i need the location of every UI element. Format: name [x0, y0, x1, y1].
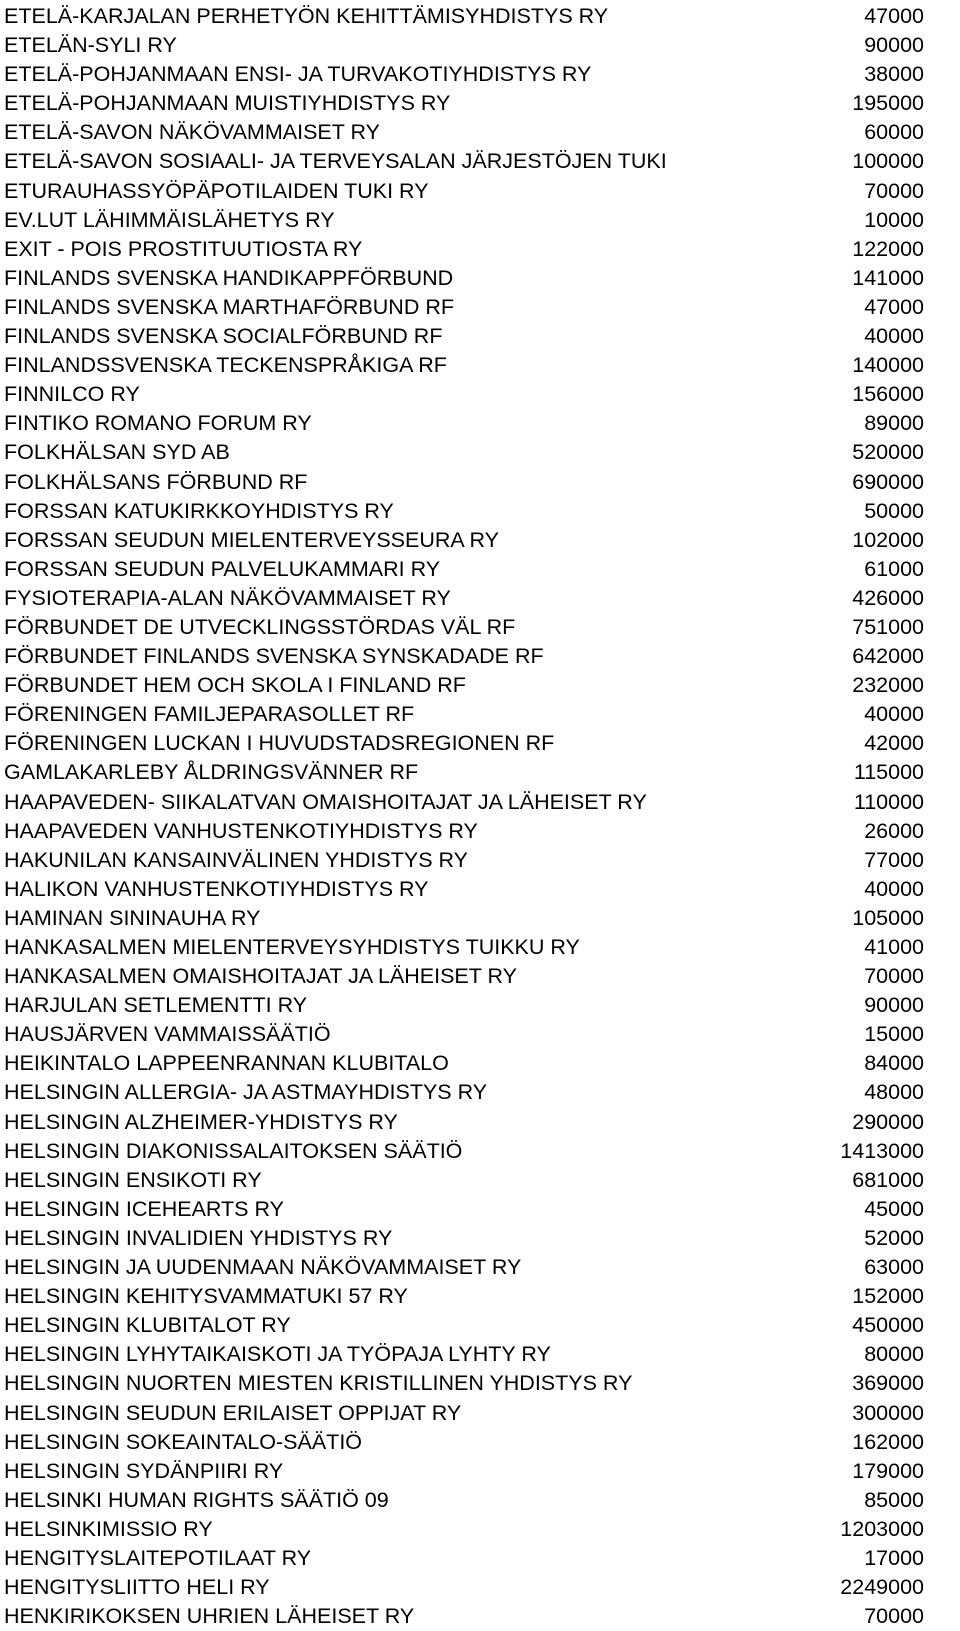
list-item: [4, 206, 924, 235]
grant-amount: 90000: [864, 33, 924, 58]
organization-name: HELSINGIN KLUBITALOT RY: [4, 1313, 291, 1338]
list-item: [4, 1137, 924, 1166]
list-item: [4, 526, 924, 555]
organization-name: ETELÄ-SAVON SOSIAALI- JA TERVEYSALAN JÄRJESTÖJEN TUKI: [4, 149, 667, 174]
organization-name: FÖRENINGEN FAMILJEPARASOLLET RF: [4, 702, 415, 727]
organization-name: HALIKON VANHUSTENKOTIYHDISTYS RY: [4, 876, 429, 901]
organization-name: HELSINGIN JA UUDENMAAN NÄKÖVAMMAISET RY: [4, 1255, 522, 1280]
organization-name: EXIT - POIS PROSTITUUTIOSTA RY: [4, 236, 363, 261]
grant-amount: 195000: [852, 91, 924, 116]
organization-name: ETELÄ-POHJANMAAN ENSI- JA TURVAKOTIYHDISTYS RY: [4, 62, 592, 87]
list-item: [4, 351, 924, 380]
list-item: [4, 904, 924, 933]
organization-name: HELSINKI HUMAN RIGHTS SÄÄTIÖ 09: [4, 1487, 389, 1512]
grant-amount: 690000: [852, 469, 924, 494]
organization-name: HELSINGIN ALLERGIA- JA ASTMAYHDISTYS RY: [4, 1080, 488, 1105]
organization-name: FÖRBUNDET FINLANDS SVENSKA SYNSKADADE RF: [4, 644, 544, 669]
grant-amount: 80000: [864, 1342, 924, 1367]
organization-name: FOLKHÄLSANS FÖRBUND RF: [4, 469, 308, 494]
list-item: [4, 147, 924, 176]
grant-amount: 42000: [864, 731, 924, 756]
organization-name: FINLANDS SVENSKA HANDIKAPPFÖRBUND: [4, 265, 454, 290]
list-item: [4, 1399, 924, 1428]
grant-amount: 77000: [864, 847, 924, 872]
list-item: [4, 962, 924, 991]
grant-amount: 47000: [864, 294, 924, 319]
list-item: [4, 31, 924, 60]
grant-amount: 179000: [852, 1458, 924, 1483]
grant-amount: 232000: [852, 673, 924, 698]
grant-amount: 70000: [864, 178, 924, 203]
organization-name: FORSSAN KATUKIRKKOYHDISTYS RY: [4, 498, 394, 523]
list-item: [4, 118, 924, 147]
grant-amount: 40000: [864, 876, 924, 901]
organization-name: HAMINAN SININAUHA RY: [4, 905, 261, 930]
list-item: [4, 177, 924, 206]
grant-amount: 751000: [852, 614, 924, 639]
organization-name: FÖRBUNDET DE UTVECKLINGSSTÖRDAS VÄL RF: [4, 614, 516, 639]
list-item: [4, 555, 924, 584]
grant-amount: 40000: [864, 324, 924, 349]
grant-amount: 156000: [852, 382, 924, 407]
organization-name: HARJULAN SETLEMENTTI RY: [4, 993, 308, 1018]
organization-name: FORSSAN SEUDUN MIELENTERVEYSSEURA RY: [4, 527, 500, 552]
list-item: [4, 846, 924, 875]
organization-name: ETELÄ-POHJANMAAN MUISTIYHDISTYS RY: [4, 91, 451, 116]
organization-name: ETELÄN-SYLI RY: [4, 33, 177, 58]
list-item: [4, 409, 924, 438]
organization-name: HEIKINTALO LAPPEENRANNAN KLUBITALO: [4, 1051, 449, 1076]
organization-name: HENGITYSLAITEPOTILAAT RY: [4, 1545, 312, 1570]
grant-amount: 52000: [864, 1225, 924, 1250]
grant-amount: 41000: [864, 935, 924, 959]
organization-name: HAAPAVEDEN- SIIKALATVAN OMAISHOITAJAT JA LÄHEISET RY: [4, 789, 647, 814]
list-item: [4, 700, 924, 729]
grant-amount: 122000: [852, 236, 924, 261]
list-item: [4, 497, 924, 526]
grant-amount: 70000: [864, 1604, 924, 1629]
organization-name: HELSINKIMISSIO RY: [4, 1516, 213, 1541]
list-item: [4, 293, 924, 322]
organization-name: HANKASALMEN OMAISHOITAJAT JA LÄHEISET RY: [4, 964, 517, 989]
list-item: [4, 1224, 924, 1253]
list-item: [4, 1457, 924, 1486]
list-item: [4, 1544, 924, 1573]
grant-amount: 115000: [853, 760, 924, 785]
organization-name: HELSINGIN LYHYTAIKAISKOTI JA TYÖPAJA LYHTY RY: [4, 1342, 551, 1367]
grant-amount: 140000: [852, 353, 924, 378]
list-item: [4, 991, 924, 1020]
list-item: [4, 60, 924, 89]
organization-name: ETURAUHASSYÖPÄPOTILAIDEN TUKI RY: [4, 178, 429, 203]
grant-list: [4, 2, 924, 1631]
organization-name: HELSINGIN ALZHEIMER-YHDISTYS RY: [4, 1109, 398, 1134]
grant-amount: 152000: [852, 1284, 924, 1309]
list-item: [4, 1602, 924, 1631]
organization-name: HENGITYSLIITTO HELI RY: [4, 1575, 270, 1600]
grant-amount: 105000: [852, 905, 924, 930]
grant-amount: 1203000: [840, 1516, 924, 1541]
grant-amount: 369000: [852, 1371, 924, 1396]
list-item: [4, 642, 924, 671]
list-item: [4, 584, 924, 613]
grant-amount: 450000: [852, 1313, 924, 1338]
grant-amount: 642000: [852, 644, 924, 669]
list-item: [4, 933, 924, 962]
list-item: [4, 1340, 924, 1369]
list-item: [4, 613, 924, 642]
organization-name: HELSINGIN ENSIKOTI RY: [4, 1167, 262, 1192]
list-item: [4, 758, 924, 787]
organization-name: FÖRENINGEN LUCKAN I HUVUDSTADSREGIONEN RF: [4, 731, 555, 756]
organization-name: ETELÄ-KARJALAN PERHETYÖN KEHITTÄMISYHDISTYS RY: [4, 4, 609, 28]
list-item: [4, 2, 924, 31]
grant-amount: 2249000: [840, 1575, 924, 1600]
list-item: [4, 1166, 924, 1195]
organization-name: FOLKHÄLSAN SYD AB: [4, 440, 230, 465]
grant-amount: 15000: [864, 1022, 924, 1047]
grant-amount: 63000: [864, 1255, 924, 1280]
list-item: [4, 875, 924, 904]
grant-amount: 162000: [852, 1429, 924, 1454]
organization-name: FORSSAN SEUDUN PALVELUKAMMARI RY: [4, 556, 441, 581]
grant-amount: 45000: [864, 1196, 924, 1221]
grant-amount: 50000: [864, 498, 924, 523]
list-item: [4, 1515, 924, 1544]
list-item: [4, 1195, 924, 1224]
grant-amount: 1413000: [840, 1138, 924, 1163]
list-item: [4, 1428, 924, 1457]
list-item: [4, 1049, 924, 1078]
organization-name: HENKIRIKOKSEN UHRIEN LÄHEISET RY: [4, 1604, 415, 1629]
grant-amount: 47000: [864, 4, 924, 28]
organization-name: FINLANDSSVENSKA TECKENSPRÅKIGA RF: [4, 353, 447, 378]
list-item: [4, 380, 924, 409]
organization-name: GAMLAKARLEBY ÅLDRINGSVÄNNER RF: [4, 760, 419, 785]
list-item: [4, 1369, 924, 1398]
grant-amount: 70000: [864, 964, 924, 989]
organization-name: HANKASALMEN MIELENTERVEYSYHDISTYS TUIKKU RY: [4, 935, 580, 959]
organization-name: FYSIOTERAPIA-ALAN NÄKÖVAMMAISET RY: [4, 585, 451, 610]
list-item: [4, 1078, 924, 1107]
grant-amount: 10000: [864, 207, 924, 232]
grant-amount: 89000: [864, 411, 924, 436]
grant-amount: 141000: [852, 265, 924, 290]
organization-name: HELSINGIN INVALIDIEN YHDISTYS RY: [4, 1225, 393, 1250]
grant-amount: 426000: [852, 585, 924, 610]
grant-amount: 17000: [864, 1545, 924, 1570]
grant-amount: 290000: [852, 1109, 924, 1134]
list-item: [4, 671, 924, 700]
organization-name: HAAPAVEDEN VANHUSTENKOTIYHDISTYS RY: [4, 818, 478, 843]
organization-name: EV.LUT LÄHIMMÄISLÄHETYS RY: [4, 207, 335, 232]
grant-amount: 26000: [864, 818, 924, 843]
list-item: [4, 322, 924, 351]
organization-name: HELSINGIN DIAKONISSALAITOKSEN SÄÄTIÖ: [4, 1138, 463, 1163]
grant-amount: 85000: [864, 1487, 924, 1512]
list-item: [4, 468, 924, 497]
grant-amount: 100000: [852, 149, 924, 174]
organization-name: HELSINGIN ICEHEARTS RY: [4, 1196, 284, 1221]
grant-amount: 61000: [864, 556, 924, 581]
list-item: [4, 729, 924, 758]
grant-amount: 84000: [864, 1051, 924, 1076]
organization-name: HELSINGIN SOKEAINTALO-SÄÄTIÖ: [4, 1429, 363, 1454]
grant-amount: 40000: [864, 702, 924, 727]
organization-name: ETELÄ-SAVON NÄKÖVAMMAISET RY: [4, 120, 380, 145]
grant-amount: 38000: [864, 62, 924, 87]
organization-name: HELSINGIN SEUDUN ERILAISET OPPIJAT RY: [4, 1400, 462, 1425]
organization-name: FINTIKO ROMANO FORUM RY: [4, 411, 312, 436]
grant-amount: 90000: [864, 993, 924, 1018]
list-item: [4, 235, 924, 264]
organization-name: FÖRBUNDET HEM OCH SKOLA I FINLAND RF: [4, 673, 466, 698]
list-item: [4, 817, 924, 846]
grant-amount: 60000: [864, 120, 924, 145]
list-item: [4, 1282, 924, 1311]
grant-amount: 102000: [852, 527, 924, 552]
organization-name: FINLANDS SVENSKA SOCIALFÖRBUND RF: [4, 324, 443, 349]
list-item: [4, 1108, 924, 1137]
list-item: [4, 264, 924, 293]
list-item: [4, 1573, 924, 1602]
list-item: [4, 89, 924, 118]
list-item: [4, 1486, 924, 1515]
organization-name: HELSINGIN NUORTEN MIESTEN KRISTILLINEN YHDISTYS RY: [4, 1371, 633, 1396]
organization-name: HAUSJÄRVEN VAMMAISSÄÄTIÖ: [4, 1022, 331, 1047]
organization-name: HAKUNILAN KANSAINVÄLINEN YHDISTYS RY: [4, 847, 468, 872]
grant-amount: 520000: [852, 440, 924, 465]
list-item: [4, 438, 924, 467]
grant-amount: 681000: [852, 1167, 924, 1192]
grant-amount: 300000: [852, 1400, 924, 1425]
grant-amount: 48000: [864, 1080, 924, 1105]
organization-name: HELSINGIN KEHITYSVAMMATUKI 57 RY: [4, 1284, 408, 1309]
list-item: [4, 1253, 924, 1282]
list-item: [4, 788, 924, 817]
organization-name: FINNILCO RY: [4, 382, 140, 407]
list-item: [4, 1311, 924, 1340]
grant-amount: 110000: [853, 789, 924, 814]
list-item: [4, 1020, 924, 1049]
organization-name: FINLANDS SVENSKA MARTHAFÖRBUND RF: [4, 294, 454, 319]
organization-name: HELSINGIN SYDÄNPIIRI RY: [4, 1458, 284, 1483]
